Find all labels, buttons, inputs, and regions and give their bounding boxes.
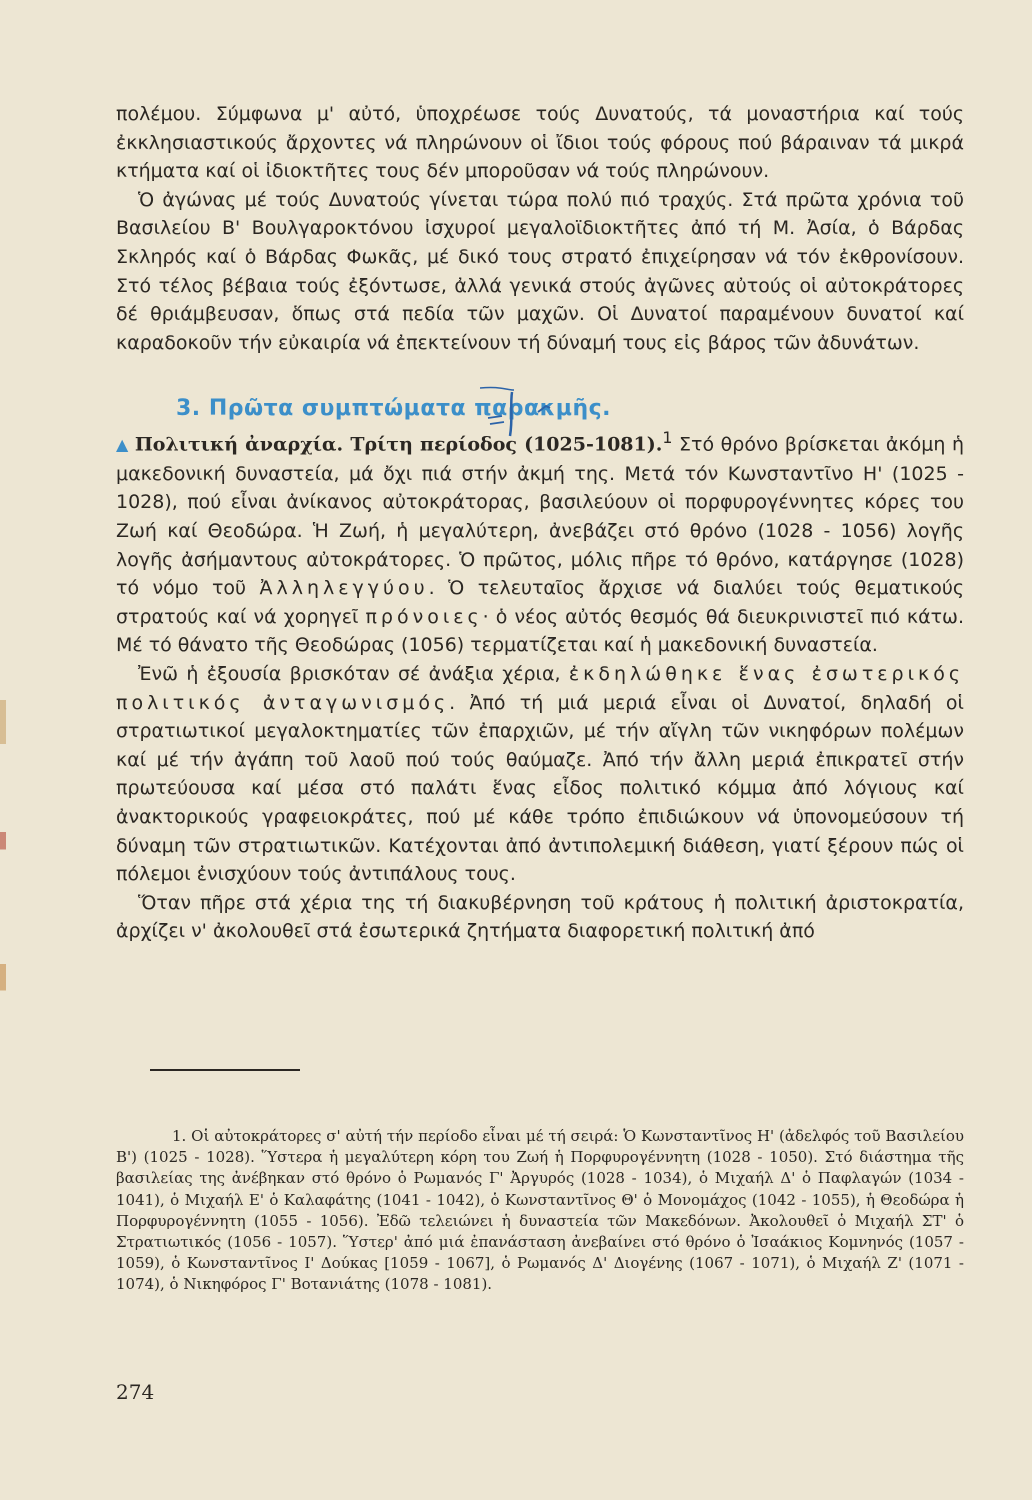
paragraph-3-text-c: · ὁ νέος αὐτός θεσμός θά διευκρινιστεῖ πιό κάτω. Μέ τό θάνατο τῆς Θεοδώρας (1056) τερματίζεται καί ἡ μακεδονική δυναστεία. [116, 605, 964, 657]
paragraph-5: Ὅταν πῆρε στά χέρια της τή διακυβέρνηση τοῦ κράτους ἡ πολιτική ἀριστοκρατία, ἀρχίζει ν' ἀκολουθεῖ στά ἐσωτερικά ζητήματα διαφορετική πολιτική ἀπό [116, 891, 964, 943]
spaced-term-pronoies: πρόνοιες [365, 605, 483, 628]
paragraph-1: πολέμου. Σύμφωνα μ' αὐτό, ὑποχρέωσε τούς Δυνατούς, τά μοναστήρια καί τούς ἐκκλησιαστικούς ἄρχοντες νά πληρώνουν οἱ ἴδιοι τούς φόρους πού βάραιναν τά μικρά κτήματα καί οἱ ἰδιοκτῆτες τους δέν μποροῦσαν νά τούς πληρώνουν. [116, 103, 964, 183]
page-number: 274 [116, 1380, 155, 1404]
paragraph-3 [116, 424, 964, 660]
paragraph-3-text-a: Στό θρόνο βρίσκεται ἀκόμη ἡ μακεδονική δυναστεία, μά ὄχι πιά στήν ἀκμή της. Μετά τόν Κωνσταντῖνο Η' (1025 - 1028), πού εἶναι ἀνίκανος αὐτοκράτορας, βασιλεύουν οἱ πορφυρογέννητες κόρες του Ζωή καί Θεοδώρα. Ἡ Ζωή, ἡ μεγαλύτερη, ἀνεβάζει στό θρόνο (1028 - 1056) λογῆς λογῆς ἀσήμαντους αὐτοκράτορες. Ὁ πρῶτος, μόλις πῆρε τό θρόνο, κατάργησε (1028) τό νόμο τοῦ [116, 433, 964, 600]
footnote-1: 1. Οἱ αὐτοκράτορες σ' αὐτή τήν περίοδο εἶναι μέ τή σειρά: Ὁ Κωνσταντῖνος Η' (ἀδελφός τοῦ Βασιλείου Β') (1025 - 1028). Ὕστερα ἡ μεγαλύτερη κόρη του Ζωή ἡ Πορφυρογέννητη (1028 - 1050). Στό διάστημα τῆς βασιλείας της ἀνέβηκαν στό θρόνο ὁ Ρωμανός Γ' Ἀργυρός (1028 - 1034), ὁ Μιχαήλ Δ' ὁ Παφλαγών (1034 - 1041), ὁ Μιχαήλ Ε' ὁ Καλαφάτης (1041 - 1042), ὁ Κωνσταντῖνος Θ' ὁ Μονομάχος (1042 - 1055), ἡ Θεοδώρα ἡ Πορφυρογέννητη (1055 - 1056). Ἐδῶ τελειώνει ἡ δυναστεία τῶν Μακεδόνων. Ἀκολουθεῖ ὁ Μιχαήλ ΣΤ' ὁ Στρατιωτικός (1056 - 1057). Ὕστερ' ἀπό μιά ἐπανάσταση ἀνεβαίνει στό θρόνο ὁ Ἰσαάκιος Κομνηνός (1057 - 1059), ὁ Κωνσταντῖνος Ι' Δούκας [1059 - 1067], ὁ Ρωμανός Δ' Διογένης (1067 - 1071), ὁ Μιχαήλ Ζ' (1071 - 1074), ὁ Νικηφόρος Γ' Βοτανιάτης (1078 - 1081). [116, 1127, 964, 1294]
footnote-marker: 1 [662, 427, 673, 447]
page-edge-stain [0, 700, 6, 1140]
main-text [116, 100, 964, 946]
spaced-phrase-antagonismos: ἐκδηλώθηκε ἕνας ἐσωτερικός πολιτικός ἀνταγωνισμός [116, 663, 964, 714]
spaced-term-allilengyou: Ἀλληλεγγύου [259, 577, 429, 600]
subsection-heading: Πολιτική ἀναρχία. Τρίτη περίοδος (1025-1081). [134, 433, 663, 456]
paragraph-4-text-b: . Ἀπό τή μιά μεριά εἶναι οἱ Δυνατοί, δηλαδή οἱ στρατιωτικοί μεγαλοκτηματίες τῶν ἐπαρχιῶν, μέ τήν αἴγλη τῶν νικηφόρων πολέμων καί μέ τήν ἀγάπη τοῦ λαοῦ πού τούς θαύμαζε. Ἀπό τήν ἄλλη μεριά ἐπικρατεῖ στήν πρωτεύουσα καί μέσα στό παλάτι ἕνας εἶδος πολιτικό κόμμα ἀπό λόγιους καί ἀνακτορικούς γραφειοκράτες, πού μέ κάθε τρόπο ἐπιδιώκουν νά ὑπονομεύσουν τή δύναμη τῶν στρατιωτικῶν. Κατέχονται ἀπό ἀντιπολεμική διάθεση, γιατί ξέρουν πώς οἱ πόλεμοι ἐνισχύουν τούς ἀντιπάλους τους. [116, 691, 964, 886]
section-heading: 3. Πρῶτα συμπτώματα παρακμῆς. [176, 396, 612, 422]
paragraph-2: Ὁ ἀγώνας μέ τούς Δυνατούς γίνεται τώρα πολύ πιό τραχύς. Στά πρῶτα χρόνια τοῦ Βασιλείου Β' Βουλγαροκτόνου ἰσχυροί μεγαλοϊδιοκτῆτες ἀπό τή Μ. Ἀσία, ὁ Βάρδας Σκληρός καί ὁ Βάρδας Φωκᾶς, μέ δικό τους στρατό ἐπιχείρησαν νά τόν ἐκθρονίσουν. Στό τέλος βέβαια τούς ἐξόντωσε, ἀλλά γενικά στούς ἀγῶνες αὐτούς οἱ αὐτοκράτορες δέ θριάμβευσαν, ὅπως στά πεδία τῶν μαχῶν. Οἱ Δυνατοί παραμένουν δυνατοί καί καραδοκοῦν τήν εὐκαιρία νά ἐπεκτείνουν τή δύναμή τους εἰς βάρος τῶν ἀδυνάτων. [116, 188, 964, 354]
footnotes [116, 1126, 964, 1296]
paragraph-4-text-a: Ἐνῶ ἡ ἐξουσία βρισκόταν σέ ἀνάξια χέρια, [138, 663, 569, 686]
triangle-bullet-icon: ▲ [116, 435, 129, 455]
handwritten-pen-mark [480, 386, 590, 446]
paragraph-4 [116, 660, 964, 889]
paragraph-3-text-b: . Ὁ τελευταῖος ἄρχισε νά διαλύει τούς θεματικούς στρατούς καί νά χορηγεῖ [116, 577, 964, 628]
footnote-divider [150, 1069, 300, 1071]
